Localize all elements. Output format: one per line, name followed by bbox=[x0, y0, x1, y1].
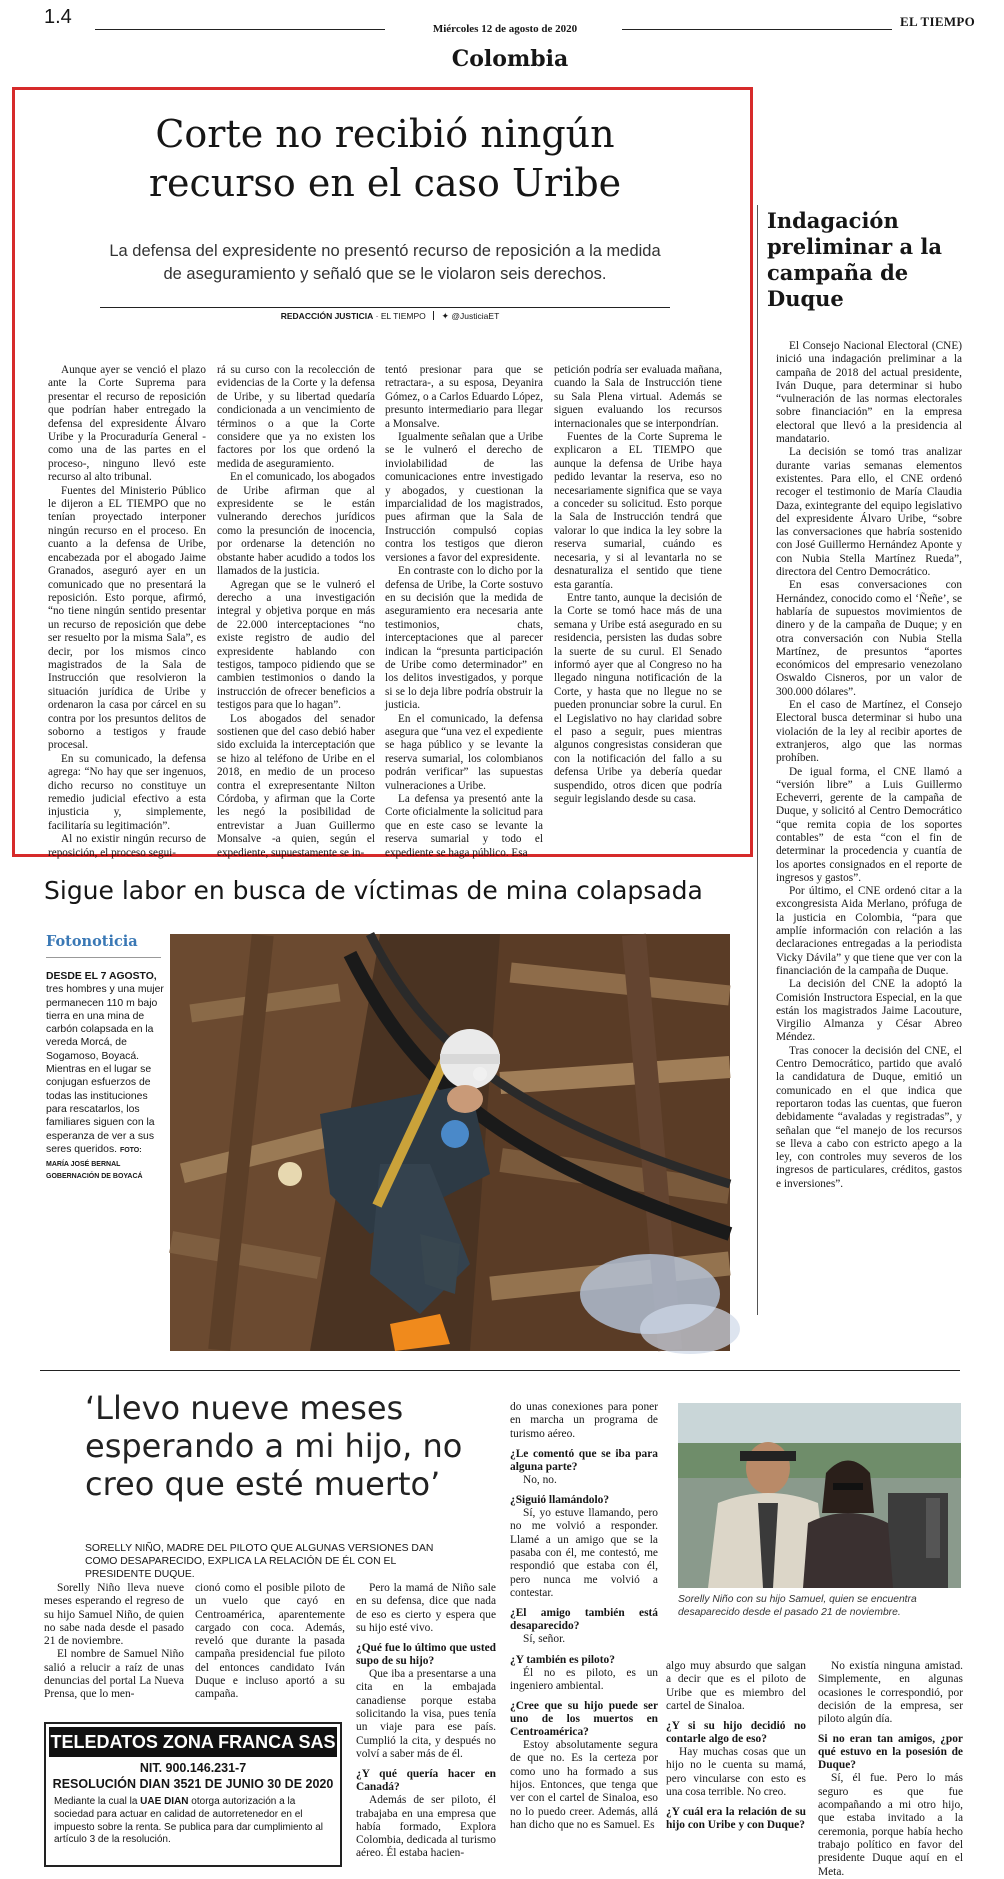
interview-column-4 bbox=[510, 1401, 658, 1879]
question: ¿Y qué quería hacer en Canadá? bbox=[356, 1768, 496, 1794]
paragraph: El Consejo Nacional Electoral (CNE) inició una indagación preliminar a la campaña de 2018 del actual presidente, Iván Duque, para determinar si hubo “vulneración de las normas electorales sobre financiación” en la empresa electoral que llevó a la presidencia al mandatario. bbox=[776, 340, 962, 446]
mine-rescue-photo bbox=[170, 934, 730, 1351]
answer: Hay muchas cosas que un hijo no le cuenta su mamá, pero vincularse con esto es una cosa terrible. No creo. bbox=[666, 1746, 806, 1799]
interview-deck: SORELLY NIÑO, MADRE DEL PILOTO QUE ALGUNAS VERSIONES DAN COMO DESAPARECIDO, EXPLICA LA RELACIÓN DE ÉL CON EL PRESIDENTE DUQUE. bbox=[85, 1543, 434, 1580]
legal-notice-ad bbox=[44, 1722, 342, 1867]
interview-column-2 bbox=[195, 1582, 345, 1727]
brand-logo: EL TIEMPO bbox=[900, 14, 976, 29]
byline bbox=[240, 311, 540, 322]
lead-column-2 bbox=[217, 364, 375, 859]
ad-nit: NIT. 900.146.231-7 bbox=[139, 1761, 247, 1775]
paragraph: La decisión se tomó tras analizar durante varias semanas elementos existentes. Para ello, el CNE ordenó recoger el testimonio de María Claudia Daza, exintegrante del equipo legislativo del expresidente Álvaro Uribe, “sobre las conversaciones que habría sostenido con José Guillermo Hernández Aponte y con Nubia Stella Martínez Rueda”, directora del Centro Democrático. bbox=[776, 446, 962, 579]
byline-author: REDACCIÓN JUSTICIA bbox=[280, 311, 374, 321]
paragraph: No existía ninguna amistad. Simplemente, en algunas ocasiones le correspondió, por decisión de la empresa, ser piloto algún día. bbox=[818, 1660, 963, 1726]
lead-column-4 bbox=[554, 364, 722, 849]
answer: Que iba a presentarse a una cita en la embajada canadiense porque estaba solicitando la visa, pues tenía un viaje para ese país. Cumplió la cita, y después no volví a saber más de él. bbox=[356, 1668, 496, 1760]
paragraph: do unas conexiones para poner en marcha un programa de turismo aéreo. bbox=[510, 1401, 658, 1440]
page-number: 1.4 bbox=[44, 6, 72, 28]
paragraph: En contraste con lo dicho por la defensa de Uribe, la Corte sostuvo en su decisión que la medida de aseguramiento era necesaria ante testimonios, chats, interceptaciones que al parecer indican la “presunta participación de Uribe como determinador” en los delitos investigados, y porque si se lo deja libre podría obstruir la justicia. bbox=[385, 565, 543, 712]
ad-body bbox=[46, 1791, 340, 1847]
mother-son-illustration bbox=[678, 1403, 961, 1588]
paragraph: Fuentes del Ministerio Público le dijeron a EL TIEMPO que no tenían proyectado interponer ningún recurso en el proceso. En cuanto a la defensa de Uribe, encabezada por el abogado Jaime Granados, aseguró ayer en un comunicado que no presentará la reposición. Esto porque, afirmó, “no tiene ningún sentido presentar un recurso de reposición que debe ser resuelto por la misma Sala”, es decir, por los mismos cinco magistrados de la Sala de Instrucción que resolvieron la situación jurídica de Uribe y ordenaron la casa por cárcel en su contra por los presuntos delitos de soborno a testigos y fraude procesal. bbox=[48, 484, 206, 752]
ad-body-start: Mediante la cual la bbox=[54, 1796, 138, 1807]
ad-company: TELEDATOS ZONA FRANCA SAS bbox=[49, 1727, 337, 1757]
question: ¿Y cuál era la relación de su hijo con Uribe y con Duque? bbox=[666, 1806, 806, 1832]
byline-rule bbox=[100, 307, 670, 308]
question: ¿Le comentó que se iba para alguna parte? bbox=[510, 1447, 658, 1473]
lead-column-1 bbox=[48, 364, 206, 859]
question: ¿Y también es piloto? bbox=[510, 1653, 615, 1666]
paragraph: Aunque ayer se venció el plazo ante la Corte Suprema para presentar el recurso de reposición que podrían haber entregado la defensa del expresidente Álvaro Uribe y la Procuraduría General -como una de las partes en el proceso-, ninguno llevó este recurso al alto tribunal. bbox=[48, 364, 206, 484]
header-rule-left bbox=[95, 29, 385, 30]
sidebar-body bbox=[776, 340, 962, 1315]
paragraph: El nombre de Samuel Niño salió a relucir a raíz de unas denuncias del portal La Nueva Prensa, que lo men- bbox=[44, 1648, 184, 1701]
ad-body-end: otorga autorización a la sociedad para actuar en calidad de autorretenedor en el impuesto sobre la renta. Se publica para dar cumplimiento al artículo 3 de la resolución. bbox=[54, 1796, 324, 1846]
lead-column-3 bbox=[385, 364, 543, 859]
header-rule-right bbox=[622, 29, 892, 30]
lead-headline: Corte no recibió ningún recurso en el caso Uribe bbox=[148, 112, 622, 205]
paragraph: La defensa ya presentó ante la Corte oficialmente la solicitud para que en este caso se levante la reserva sumarial y todo el expediente se haga público. Esa bbox=[385, 793, 543, 859]
paragraph: tentó presionar para que se retractara-, a su esposa, Deyanira Gómez, o a Carlos Eduardo López, presunto intermediario para llegar a Monsalve. bbox=[385, 364, 543, 430]
answer: Sí, yo estuve llamando, pero no me volvió a responder. Llamé a un amigo que se la pasaba con él, me contestó, me respondió que estaba con él, pero nunca me volvió a contestar. bbox=[510, 1507, 658, 1599]
paragraph: De igual forma, el CNE llamó a “versión libre” a Luis Guillermo Echeverri, gerente de la campaña de Duque, y solicitó al Centro Democrático “que remita copia de los soportes contables” de esta “con el fin de determinar la procedencia y cuantía de los aportes consignados en el reporte de ingresos y gastos”. bbox=[776, 765, 962, 884]
paragraph: Agregan que se le vulneró el derecho a una investigación integral y objetiva porque en más de 22.000 interceptaciones “no existe registro de audio del expresidente hablando con testigos, tampoco pidiendo que se cambien testimonios o dando la instrucción de ofrecer beneficios a testigos para que lo hagan”. bbox=[217, 578, 375, 712]
answer: No, no. bbox=[523, 1473, 557, 1486]
paragraph: En el comunicado, los abogados de Uribe afirman que al expresidente se le están vulnerando derechos jurídicos como la presunción de inocencia, por ordenarse la detención no obstante haber acudido a todos los llamados de la justicia. bbox=[217, 471, 375, 578]
paragraph: En el caso de Martínez, el Consejo Electoral busca determinar si hubo una violación de la ley al recibir aportes de extranjeros, algo que las normas prohíben. bbox=[776, 699, 962, 765]
paragraph: Por último, el CNE ordenó citar a la excongresista Aida Merlano, prófuga de la justicia en Colombia, “para que amplíe información con relación a las declaraciones entregadas a la periodista Vicky Dávila” y que tiene que ver con la financiación de la campaña de Duque. bbox=[776, 885, 962, 977]
question: ¿Siguió llamándolo? bbox=[510, 1494, 610, 1507]
twitter-icon: ✦ bbox=[441, 311, 450, 321]
question: ¿El amigo también está desaparecido? bbox=[510, 1607, 658, 1633]
interview-photo-caption: Sorelly Niño con su hijo Samuel, quien se encuentra desaparecido desde el pasado 21 de noviembre. bbox=[678, 1594, 917, 1618]
paragraph: Igualmente señalan que a Uribe se le vulneró el derecho de inviolabilidad de las comunicaciones entre investigado y abogados, y cuestionan la imparcialidad de los magistrados, pues afirman que la Sala de Instrucción compulsó copias contra los testigos que dieron versiones a favor del expresidente. bbox=[385, 431, 543, 564]
paragraph: petición podría ser evaluada mañana, cuando la Sala de Instrucción tiene su Sala Plena virtual. Además se siguen evaluando los recursos internacionales que se interpondrían. bbox=[554, 364, 722, 430]
interview-column-1 bbox=[44, 1582, 184, 1701]
sidebar-rule bbox=[757, 205, 758, 1315]
paragraph: Los abogados del senador sostienen que del caso debió haber sido excluida la interceptación que se hizo al teléfono de Uribe en el 2018, en medio de un proceso contra el exrepresentante Nilton Córdoba, y afirman que la Corte les negó la posibilidad de entrevistar a Juan Guillermo Monsalve -a quien, según el expediente, supuestamente se in- bbox=[217, 712, 375, 859]
paragraph: Sorelly Niño lleva nueve meses esperando el regreso de su hijo Samuel Niño, de quien no sabe nada desde el pasado 21 de noviembre. bbox=[44, 1582, 184, 1648]
answer: Sí, señor. bbox=[523, 1633, 566, 1646]
answer: Además de ser piloto, él trabajaba en una empresa que había formado, Explora Colombia, dedicada al turismo aéreo. Él estaba hacien- bbox=[356, 1794, 496, 1860]
interview-column-3 bbox=[356, 1582, 496, 1879]
paragraph: La decisión del CNE la adoptó la Comisión Instructora Especial, en la que están los magistrados Jaime Lacouture, Virgilio Almanza y César Abreo Méndez. bbox=[776, 978, 962, 1044]
paragraph: rá su curso con la recolección de evidencias de la Corte y la defensa de Uribe, y su libertad quedaría condicionada a un vencimiento de términos o a que la Corte considere que ya no existen los factores por los que ordenó la medida de aseguramiento. bbox=[217, 364, 375, 470]
paragraph: Fuentes de la Corte Suprema le explicaron a EL TIEMPO que aunque la defensa de Uribe haya pedido levantar la reserva, eso no necesariamente significa que se vaya a conceder su solicitud. Esto porque la Sala de Instrucción tendrá que valorar lo que indica la ley sobre la reserva sumarial, cuándo es necesaria, y si al levantarla no se desnaturaliza el sentido que tiene esta garantía. bbox=[554, 431, 722, 591]
question: Si no eran tan amigos, ¿por qué estuvo en la posesión de Duque? bbox=[818, 1733, 963, 1772]
sidebar-title: Indagación preliminar a la campaña de Duque bbox=[767, 208, 943, 311]
caption-credit-label: FOTO: bbox=[119, 1146, 142, 1154]
caption-credit: MARÍA JOSÉ BERNAL GOBERNACIÓN DE BOYACÁ bbox=[46, 1161, 143, 1181]
answer: Estoy absolutamente segura de que no. Es la certeza por como uno ha formado a sus hijos. Entonces, que tenga que ver con el cartel de Sinaloa, eso no lo puedo creer. Además, allá han dicho que no es Samuel. Es bbox=[510, 1739, 658, 1831]
fotonoticia-kicker: Fotonoticia bbox=[46, 933, 138, 950]
photo-caption bbox=[46, 970, 166, 1183]
question: ¿Y si su hijo decidió no contarle algo de eso? bbox=[666, 1720, 806, 1746]
photo-story-headline: Sigue labor en busca de víctimas de mina colapsada bbox=[44, 876, 703, 905]
paragraph: Tras conocer la decisión del CNE, el Centro Democrático, partido que avaló la candidatura de Duque, emitió un comunicado en el que indica que reportaron todas las cuentas, que fueron debidamente “avaladas y registradas”, y señalan que “el manejo de los recursos se lleva a cabo con estricto apego a la ley, con controles muy severos de los ingresos de particulares, créditos, gastos e inversiones”. bbox=[776, 1044, 962, 1190]
interview-column-5 bbox=[666, 1660, 806, 1879]
section-divider bbox=[40, 1370, 960, 1371]
paragraph: En esas conversaciones con Hernández, conocido como el ‘Ñeñe’, se hablaría de supuestos movimientos de dinero y de la campaña de Duque; y en otra conversación con Nubia Stella Martínez, de presuntos “aportes económicos del empresario venezolano Oswaldo Cisneros, por un valor de 300.000 dólares”. bbox=[776, 579, 962, 698]
paragraph: cionó como el posible piloto de un vuelo que cayó en Centroamérica, aparentemente cargado con coca. Además, reveló que durante la pasada campaña presidencial fue piloto del entonces candidato Iván Duque e incluso aportó a su campaña. bbox=[195, 1582, 345, 1701]
paragraph: Pero la mamá de Niño sale en su defensa, dice que nada de eso es cierto y espera que su hijo esté vivo. bbox=[356, 1582, 496, 1634]
answer: Sí, él fue. Pero lo más seguro es que fue acompañando a mi otro hijo, que estaba invitado a la ceremonia, porque había hecho trabajo político en favor del presidente Duque aquí en el Meta. bbox=[818, 1772, 963, 1878]
ad-resolution: RESOLUCIÓN DIAN 3521 DE JUNIO 30 DE 2020 bbox=[52, 1777, 334, 1791]
question: ¿Qué fue lo último que usted supo de su hijo? bbox=[356, 1642, 496, 1668]
section-title: Colombia bbox=[451, 46, 569, 72]
interview-photo bbox=[678, 1403, 961, 1588]
lead-subtitle: La defensa del expresidente no presentó recurso de reposición a la medida de aseguramiento y señaló que se le violaron seis derechos. bbox=[109, 242, 661, 283]
answer: Él no es piloto, es un ingeniero ambiental. bbox=[510, 1666, 658, 1692]
kicker-underline bbox=[46, 957, 161, 958]
caption-lead: DESDE EL 7 AGOSTO, bbox=[46, 971, 157, 982]
paragraph: algo muy absurdo que salgan a decir que es el piloto de Uribe que es miembro del cartel de Sinaloa. bbox=[666, 1660, 806, 1712]
paragraph: En el comunicado, la defensa asegura que “una vez el expediente se haga público y se levante la reserva sumarial, los colombianos podrán verificar” las supuestas vulneraciones a Uribe. bbox=[385, 712, 543, 792]
paragraph: Entre tanto, aunque la decisión de la Corte se tomó hace más de una semana y Uribe está asegurado en su residencia, persisten las dudas sobre la suerte de su curul. El Senado informó ayer que al Congreso no ha llegado ninguna notificación de la Corte, y hasta que no llegue no se pueden pronunciar sobre la curul. En el Legislativo no hay claridad sobre el paso a seguir, pues mientras algunos congresistas consideran que con la notificación del fallo a su defensa Uribe ya debería quedar suspendido, otros dicen que podría seguir legislando desde su casa. bbox=[554, 591, 722, 805]
byline-source: · EL TIEMPO bbox=[375, 311, 426, 321]
paragraph: Al no existir ningún recurso de reposición, el proceso segui- bbox=[48, 833, 206, 859]
mine-rescue-illustration bbox=[170, 934, 730, 1351]
interview-headline: ‘Llevo nueve meses esperando a mi hijo, no creo que esté muerto’ bbox=[85, 1389, 463, 1503]
interview-column-6 bbox=[818, 1660, 963, 1879]
caption-text: tres hombres y una mujer permanecen 110 m bajo tierra en una mina de carbón colapsada en la vereda Morcá, de Sogamoso, Boyacá. Mientras en el lugar se conjugan esfuerzos de todas las instituciones para rescatarlos, los familiares siguen con la esperanza de ver a sus seres queridos. bbox=[46, 984, 164, 1155]
paragraph: En su comunicado, la defensa agrega: “No hay que ser ingenuos, dicho recurso no constituye un remedio judicial efectivo a esta injusticia y, simplemente, facilitaría su legitimación”. bbox=[48, 752, 206, 832]
twitter-handle: @JusticiaET bbox=[451, 311, 500, 321]
question: ¿Cree que su hijo puede ser uno de los muertos en Centroamérica? bbox=[510, 1700, 658, 1739]
header-date: Miércoles 12 de agosto de 2020 bbox=[432, 23, 578, 35]
ad-body-bold: UAE DIAN bbox=[140, 1796, 189, 1807]
